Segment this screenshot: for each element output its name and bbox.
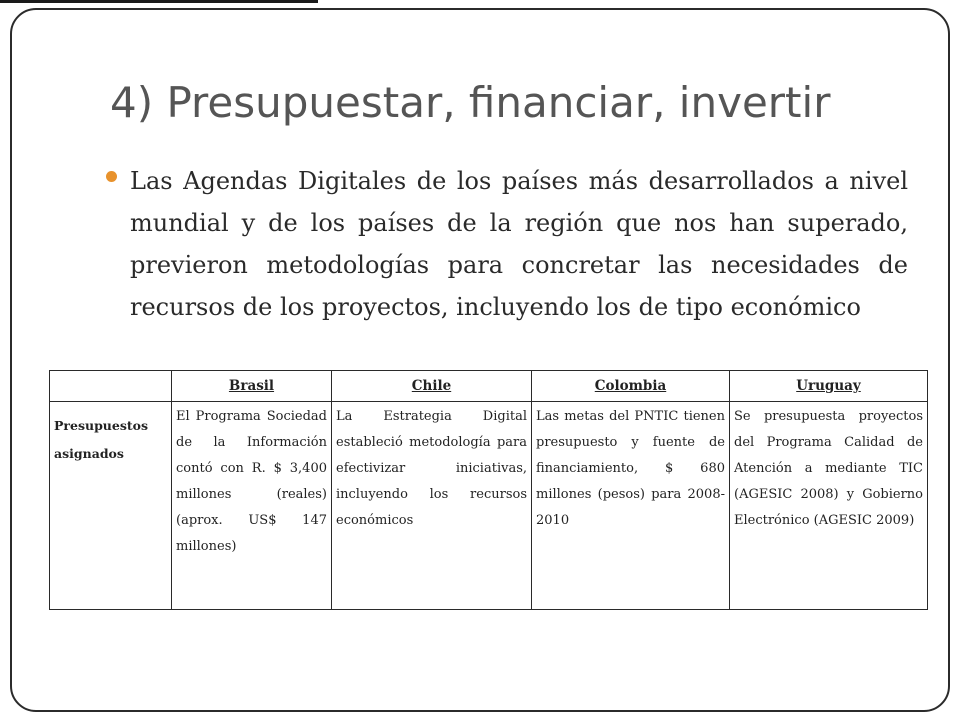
budget-table xyxy=(49,370,928,610)
cell-brasil: El Programa Sociedad de la Información contó con R. $ 3,400 millones (reales) (aprox. US$ 147 millones) xyxy=(172,402,332,610)
cell-colombia: Las metas del PNTIC tienen presupuesto y fuente de financiamiento, $ 680 millones (pesos) para 2008-2010 xyxy=(532,402,730,610)
header-colombia: Colombia xyxy=(532,371,730,402)
table-header-row xyxy=(50,371,928,402)
header-empty xyxy=(50,371,172,402)
header-chile: Chile xyxy=(332,371,532,402)
cell-chile: La Estrategia Digital estableció metodología para efectivizar iniciativas, incluyendo los recursos económicos xyxy=(332,402,532,610)
header-uruguay: Uruguay xyxy=(730,371,928,402)
table-row xyxy=(50,402,928,610)
bullet-text: Las Agendas Digitales de los países más desarrollados a nivel mundial y de los países de la región que nos han superado, previeron metodologías para concretar las necesidades de recursos de los proyectos, incluyendo los de tipo económico xyxy=(130,167,908,321)
bullet-dot-icon xyxy=(106,171,117,182)
header-brasil: Brasil xyxy=(172,371,332,402)
row-label: Presupuestos asignados xyxy=(50,402,172,610)
top-rule xyxy=(0,0,318,3)
cell-uruguay: Se presupuesta proyectos del Programa Calidad de Atención a mediante TIC (AGESIC 2008) y Gobierno Electrónico (AGESIC 2009) xyxy=(730,402,928,610)
slide-title: 4) Presupuestar, financiar, invertir xyxy=(110,78,831,127)
